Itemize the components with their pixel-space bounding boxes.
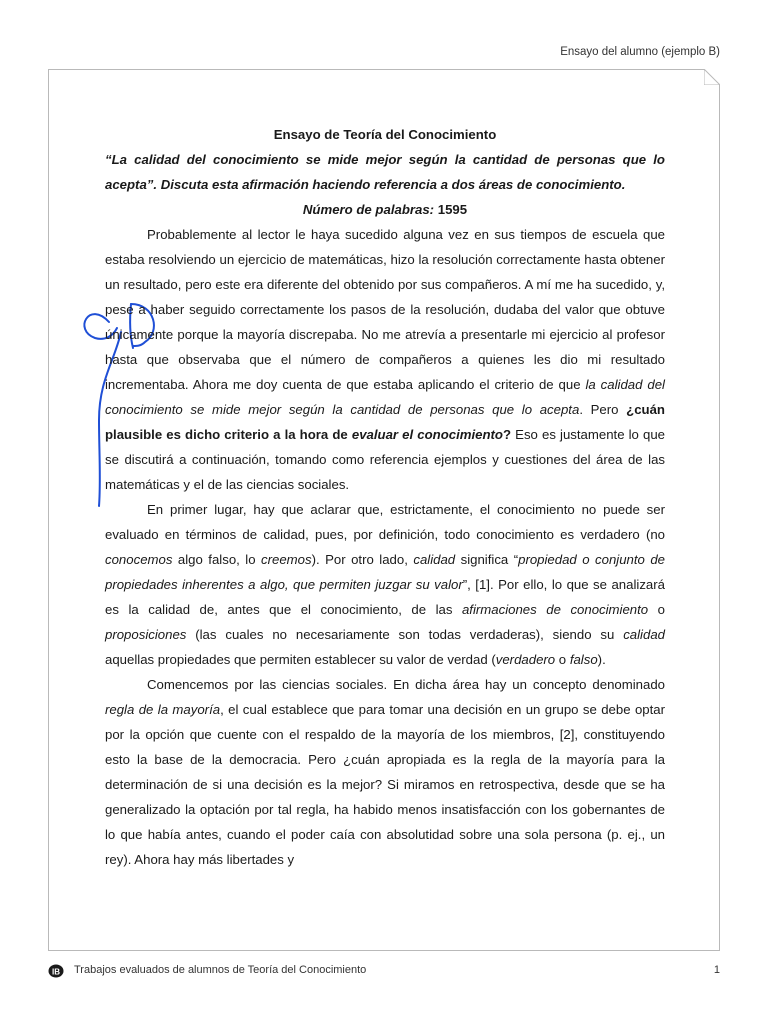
- page-corner-fold: [704, 69, 720, 85]
- essay-prompt: “La calidad del conocimiento se mide mejor según la cantidad de personas que lo acepta”. Discuta esta afirmación haciendo referencia a dos áreas de conocimiento.: [105, 152, 665, 192]
- p2-italic: afirmaciones de conocimiento: [461, 602, 649, 617]
- p2-italic: calidad: [623, 627, 665, 642]
- p2-text: (las cuales no necesariamente son todas verdaderas), siendo su: [186, 627, 624, 642]
- p2-text: aquellas propiedades que permiten establecer su valor de verdad (: [105, 652, 496, 667]
- paragraph-1: [105, 222, 665, 497]
- word-count-value: 1595: [437, 202, 468, 217]
- ib-logo-icon: [48, 964, 64, 981]
- p2-text: En primer lugar, hay que aclarar que, estrictamente, el conocimiento no puede ser evaluado en términos de calidad, pues, por definición, todo conocimiento es verdadero (no: [105, 502, 665, 542]
- p1-text: Probablemente al lector le haya sucedido alguna vez en sus tiempos de escuela que estaba resolviendo un ejercicio de matemáticas, hizo la resolución correctamente hasta obtener un resultado, pero este era diferente del obtenido por sus compañeros. A mí me ha sucedido, y, pese a haber seguido correctamente los pasos de la resolución, dudaba del valor que obtuve únicamente porque la mayoría discrepaba. No me atrevía a presentarle mi ejercicio al profesor hasta que observaba que el número de compañeros a quienes les dio mi resultado incrementaba. Ahora me doy cuenta de que estaba aplicando el criterio de que: [105, 227, 665, 392]
- essay-title: Ensayo de Teoría del Conocimiento: [273, 127, 497, 142]
- p2-text: o: [648, 602, 666, 617]
- p1-bold-question-mark: ?: [502, 427, 512, 442]
- p1-italic-claim: la calidad del conocimiento se mide mejor según la cantidad de personas que lo acepta: [105, 377, 665, 417]
- p2-text: significa “: [455, 552, 519, 567]
- paragraph-2: [105, 497, 665, 672]
- p2-italic: conocemos: [105, 552, 173, 567]
- p1-text: Eso es justamente lo que se discutirá a continuación, tomando como referencia ejemplos y cuestiones del área de las matemáticas y el de las ciencias sociales.: [105, 427, 666, 492]
- p2-italic: proposiciones: [105, 627, 187, 642]
- p1-bold-italic-phrase: evaluar el conocimiento: [351, 427, 503, 442]
- p1-bold-question: ¿cuán plausible es dicho criterio a la hora de: [105, 402, 665, 442]
- p2-text: ”, [1]. Por ello, lo que se analizará es la calidad de, antes que el conocimiento, de las: [105, 577, 665, 617]
- page-number: 1: [713, 964, 720, 976]
- p2-text: algo falso, lo: [172, 552, 262, 567]
- p2-italic-definition: propiedad o conjunto de propiedades inherentes a algo, que permiten juzgar su valor: [105, 552, 666, 592]
- page-footer: [48, 958, 720, 984]
- word-count-label: Número de palabras:: [302, 202, 435, 217]
- p2-italic: falso: [569, 652, 598, 667]
- essay-body: [105, 122, 665, 872]
- p3-text: , el cual establece que para tomar una decisión en un grupo se debe optar por la opción que cuente con el respaldo de la mayoría de los miembros, [2], constituyendo esto la base de la democracia. Pero ¿cuán apropiada es la regla de la mayoría para la determinación de si una decisión es la mejor? Si miramos en retrospectiva, desde que se ha generalizado la optación por tal regla, ha habido menos insatisfacción con los gobernantes de lo que había antes, cuando el poder caía con absolutidad sobre una sola persona (p. ej., un rey). Ahora hay más libertades y: [105, 702, 666, 867]
- paragraph-3: [105, 672, 665, 872]
- p3-italic: regla de la mayoría: [105, 702, 221, 717]
- document-page: [48, 69, 720, 951]
- word-count: [105, 197, 665, 222]
- p1-text: . Pero: [579, 402, 627, 417]
- footer-text: Trabajos evaluados de alumnos de Teoría del Conocimiento: [74, 964, 367, 976]
- p2-italic: verdadero: [495, 652, 556, 667]
- svg-text:IB: IB: [52, 967, 60, 977]
- p2-text: ).: [597, 652, 606, 667]
- p2-text: ). Por otro lado,: [311, 552, 414, 567]
- p2-italic: calidad: [413, 552, 456, 567]
- p2-italic: creemos: [261, 552, 312, 567]
- p2-text: o: [555, 652, 570, 667]
- running-header: Ensayo del alumno (ejemplo B): [560, 46, 720, 58]
- p3-text: Comencemos por las ciencias sociales. En dicha área hay un concepto denominado: [147, 677, 665, 692]
